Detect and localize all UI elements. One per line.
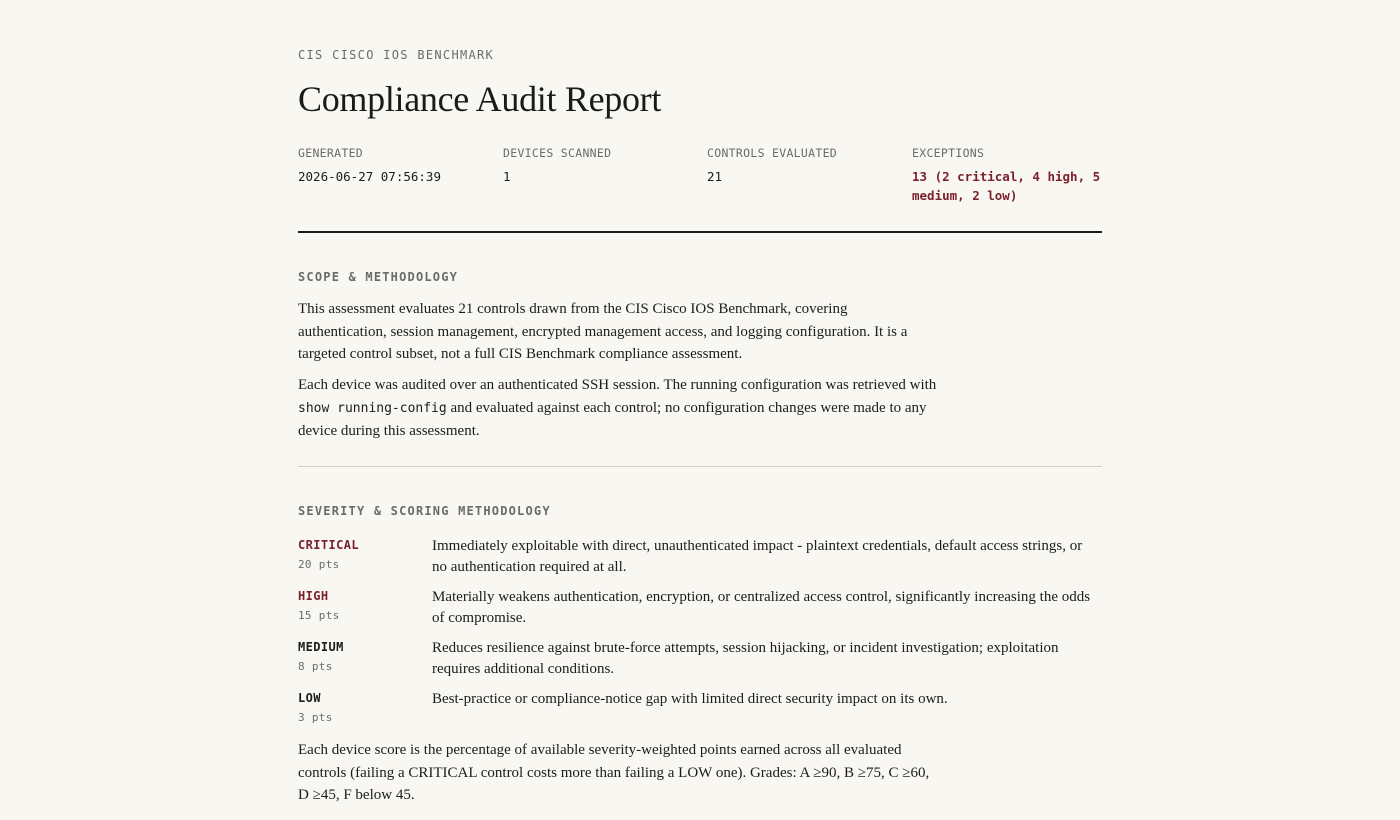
scope-paragraph-2 <box>298 374 938 443</box>
meta-controls-evaluated <box>707 146 907 186</box>
meta-label: DEVICES SCANNED <box>503 146 612 160</box>
scope-p2-text: Each device was audited over an authenticated SSH session. The running configuration was retrieved with <box>298 377 937 393</box>
severity-heading: SEVERITY & SCORING METHODOLOGY <box>298 504 551 518</box>
scope-p2-text-end: and evaluated against each control; no configuration changes were made to any device during this assessment. <box>298 399 927 439</box>
report-eyebrow: CIS CISCO IOS BENCHMARK <box>298 48 495 62</box>
severity-name: LOW <box>298 691 321 705</box>
severity-description: Materially weakens authentication, encryption, or centralized access control, significantly increasing the odds of compromise. <box>432 589 1091 626</box>
scope-heading: SCOPE & METHODOLOGY <box>298 270 459 284</box>
meta-exceptions <box>912 146 1102 205</box>
severity-description: Reduces resilience against brute-force attempts, session hijacking, or incident investigation; exploitation requires additional conditions. <box>432 640 1059 677</box>
meta-value: 2026-06-27 07:56:39 <box>298 169 441 184</box>
severity-points: 20 pts <box>298 558 340 571</box>
meta-generated <box>298 146 498 186</box>
section-divider <box>298 466 1102 467</box>
severity-name: CRITICAL <box>298 538 359 552</box>
severity-points: 3 pts <box>298 711 333 724</box>
meta-label: CONTROLS EVALUATED <box>707 146 838 160</box>
meta-label: GENERATED <box>298 146 364 160</box>
meta-devices-scanned <box>503 146 703 186</box>
command-code: show running-config <box>298 400 447 416</box>
severity-description: Immediately exploitable with direct, unauthenticated impact - plaintext credentials, default access strings, or no authentication required at all. <box>432 538 1083 575</box>
header-divider <box>298 231 1102 233</box>
exceptions-value: 13 (2 critical, 4 high, 5 medium, 2 low) <box>912 169 1101 203</box>
severity-points: 8 pts <box>298 660 333 673</box>
severity-name: MEDIUM <box>298 640 344 654</box>
meta-label: EXCEPTIONS <box>912 146 985 160</box>
severity-name: HIGH <box>298 589 329 603</box>
scope-paragraph-1: This assessment evaluates 21 controls drawn from the CIS Cisco IOS Benchmark, covering authentication, session management, encrypted management access, and logging configuration. It is a targeted control subset, not a full CIS Benchmark compliance assessment. <box>298 301 908 362</box>
severity-description: Best-practice or compliance-notice gap with limited direct security impact on its own. <box>432 691 948 707</box>
meta-value: 21 <box>707 169 723 184</box>
page-title: Compliance Audit Report <box>298 79 662 119</box>
severity-points: 15 pts <box>298 609 340 622</box>
scoring-footer: Each device score is the percentage of available severity-weighted points earned across all evaluated controls (failing a CRITICAL control costs more than failing a LOW one). Grades: A ≥90, B ≥75, C ≥60, D ≥45, F below 45. <box>298 742 930 803</box>
meta-value: 1 <box>503 169 511 184</box>
